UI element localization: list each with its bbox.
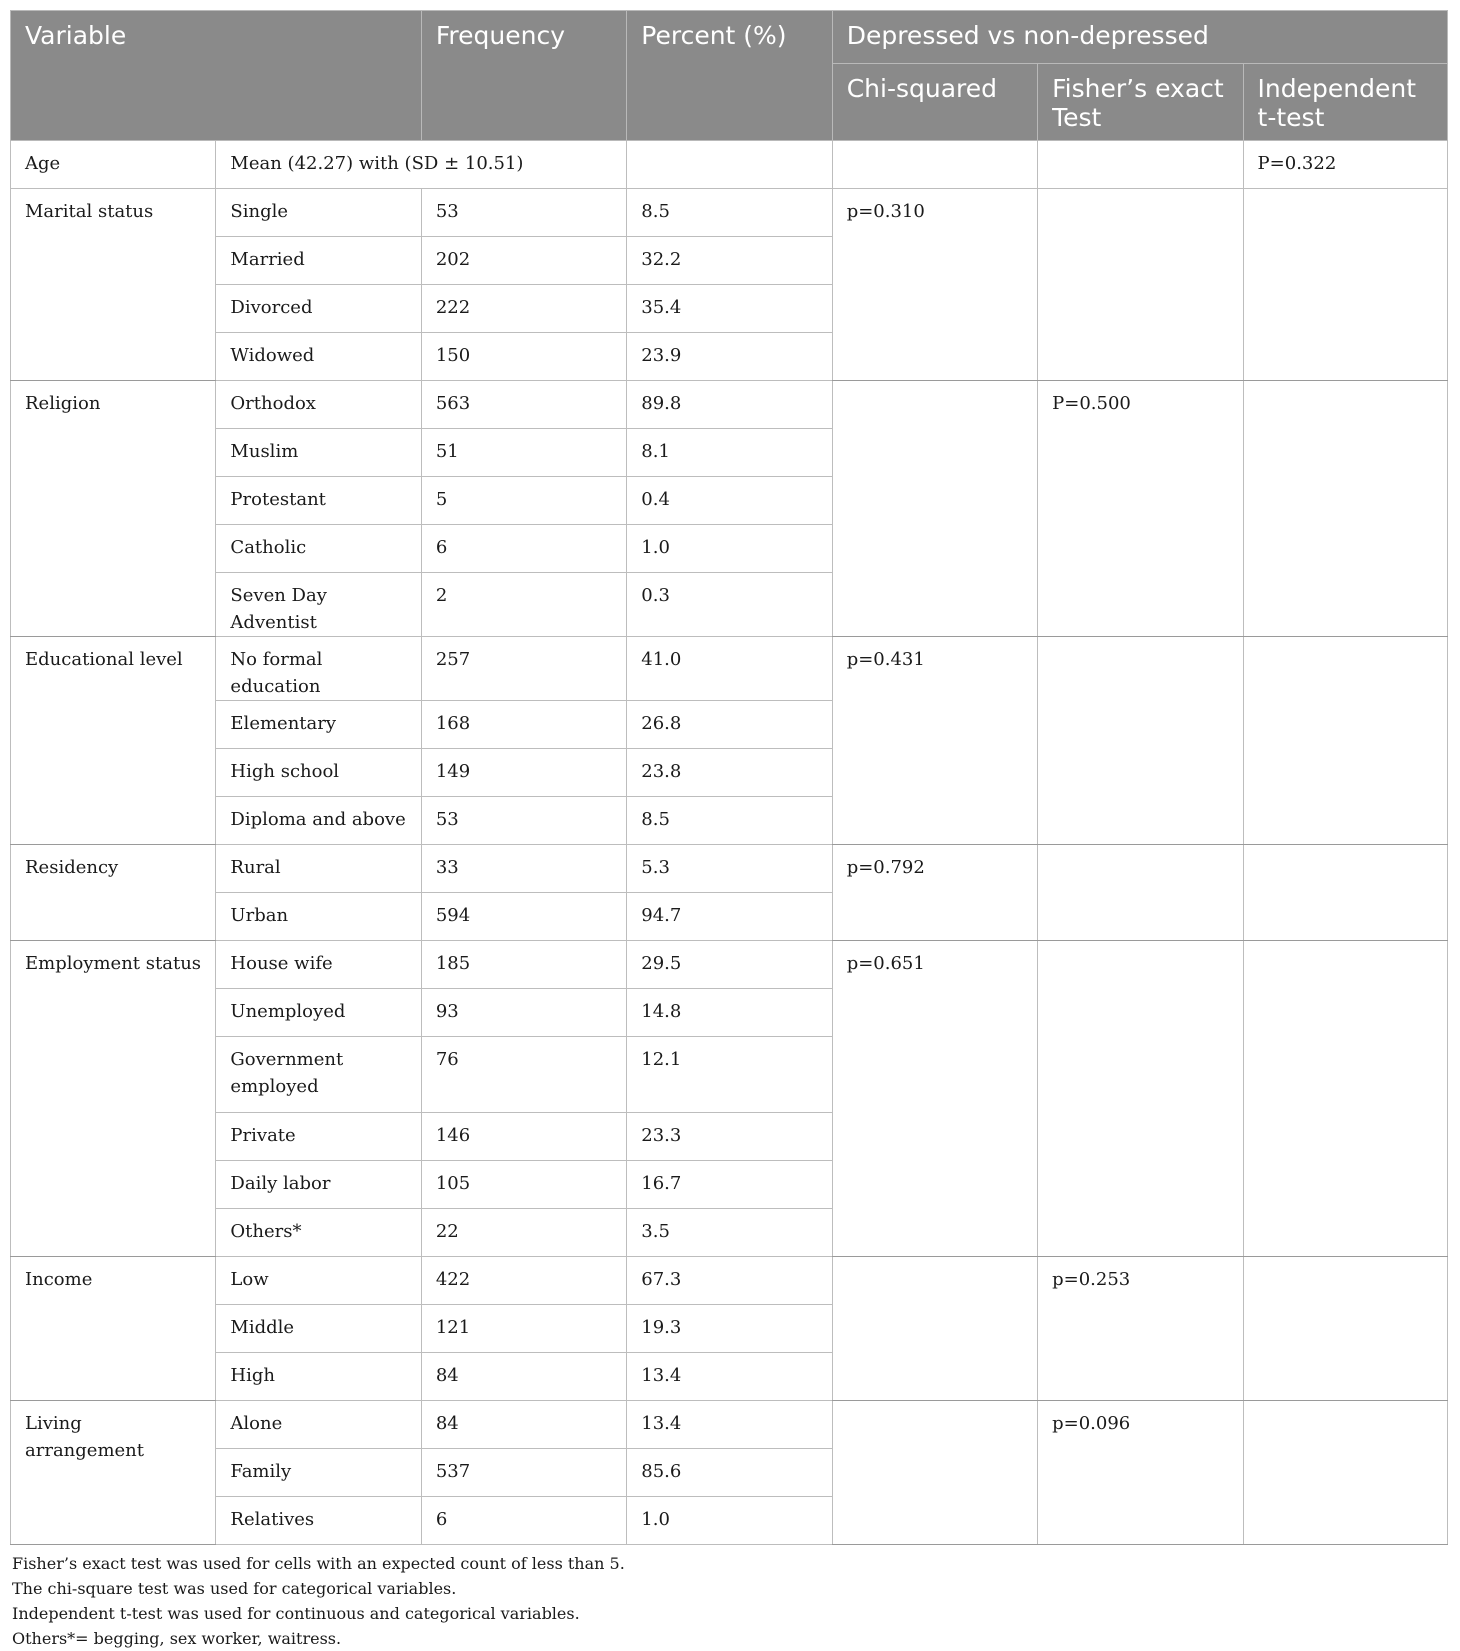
category-cell: Low <box>216 1257 421 1305</box>
category-cell: Middle <box>216 1305 421 1353</box>
frequency-cell: 168 <box>421 701 626 749</box>
category-cell: Catholic <box>216 525 421 573</box>
ttest-cell <box>1243 1257 1447 1401</box>
category-cell: Relatives <box>216 1497 421 1545</box>
frequency-cell: 185 <box>421 941 626 989</box>
percent-cell: 89.8 <box>627 381 832 429</box>
percent-cell: 29.5 <box>627 941 832 989</box>
chi-cell: p=0.651 <box>832 941 1037 1257</box>
percent-cell: 14.8 <box>627 989 832 1037</box>
header-frequency: Frequency <box>421 11 626 141</box>
table-container <box>10 10 1448 1651</box>
frequency-cell: 257 <box>421 637 626 701</box>
table-header <box>11 11 1448 141</box>
percent-cell: 0.3 <box>627 573 832 637</box>
frequency-cell: 84 <box>421 1353 626 1401</box>
header-percent: Percent (%) <box>627 11 832 141</box>
variable-label: Age <box>11 141 216 189</box>
fisher-cell: P=0.500 <box>1038 381 1243 637</box>
frequency-cell: 149 <box>421 749 626 797</box>
table-row <box>11 1257 1448 1305</box>
percent-cell: 32.2 <box>627 237 832 285</box>
percent-cell: 19.3 <box>627 1305 832 1353</box>
category-cell: High <box>216 1353 421 1401</box>
note-line: Others*= begging, sex worker, waitress. <box>12 1629 342 1648</box>
ttest-cell <box>1243 845 1447 941</box>
category-cell: Unemployed <box>216 989 421 1037</box>
frequency-cell: 537 <box>421 1449 626 1497</box>
note-line: Independent t-test was used for continuous and categorical variables. <box>12 1604 580 1623</box>
category-cell: Family <box>216 1449 421 1497</box>
percent-cell: 94.7 <box>627 893 832 941</box>
chi-cell: p=0.431 <box>832 637 1037 845</box>
percent-cell: 23.3 <box>627 1113 832 1161</box>
percent-cell: 8.5 <box>627 189 832 237</box>
ttest-cell <box>1243 189 1447 381</box>
table-row <box>11 941 1448 989</box>
frequency-cell: 222 <box>421 285 626 333</box>
fisher-cell <box>1038 189 1243 381</box>
header-fisher: Fisher’s exact Test <box>1038 64 1243 141</box>
frequency-cell: 594 <box>421 893 626 941</box>
ttest-cell: P=0.322 <box>1243 141 1447 189</box>
percent-cell: 67.3 <box>627 1257 832 1305</box>
variable-label: Residency <box>11 845 216 941</box>
category-cell: Rural <box>216 845 421 893</box>
fisher-cell <box>1038 637 1243 845</box>
table-body <box>11 141 1448 1545</box>
chi-cell: p=0.792 <box>832 845 1037 941</box>
fisher-cell <box>1038 941 1243 1257</box>
table-notes <box>10 1551 1448 1651</box>
table-row <box>11 141 1448 189</box>
chi-cell <box>832 381 1037 637</box>
percent-cell: 16.7 <box>627 1161 832 1209</box>
age-value: Mean (42.27) with (SD ± 10.51) <box>216 141 627 189</box>
category-cell: House wife <box>216 941 421 989</box>
variable-label: Living arrangement <box>11 1401 216 1545</box>
category-cell: No formal education <box>216 637 421 701</box>
category-cell: Diploma and above <box>216 797 421 845</box>
category-cell: Private <box>216 1113 421 1161</box>
percent-cell: 8.5 <box>627 797 832 845</box>
category-cell: Urban <box>216 893 421 941</box>
frequency-cell: 146 <box>421 1113 626 1161</box>
frequency-cell: 422 <box>421 1257 626 1305</box>
percent-cell: 23.8 <box>627 749 832 797</box>
chi-cell <box>832 141 1037 189</box>
note-line: The chi-square test was used for categorical variables. <box>12 1579 457 1598</box>
category-cell: Elementary <box>216 701 421 749</box>
frequency-cell: 22 <box>421 1209 626 1257</box>
category-cell: Others* <box>216 1209 421 1257</box>
category-cell: Married <box>216 237 421 285</box>
percent-cell: 1.0 <box>627 1497 832 1545</box>
chi-cell <box>832 1257 1037 1401</box>
frequency-cell: 76 <box>421 1037 626 1113</box>
table-row <box>11 845 1448 893</box>
frequency-cell: 105 <box>421 1161 626 1209</box>
percent-cell: 3.5 <box>627 1209 832 1257</box>
fisher-cell: p=0.096 <box>1038 1401 1243 1545</box>
header-group: Depressed vs non-depressed <box>832 11 1447 64</box>
percent-cell: 1.0 <box>627 525 832 573</box>
variable-label: Religion <box>11 381 216 637</box>
frequency-cell: 84 <box>421 1401 626 1449</box>
percent-cell: 8.1 <box>627 429 832 477</box>
table-row <box>11 1401 1448 1449</box>
category-cell: Divorced <box>216 285 421 333</box>
percent-cell: 13.4 <box>627 1401 832 1449</box>
fisher-cell: p=0.253 <box>1038 1257 1243 1401</box>
percent-cell <box>627 141 832 189</box>
percent-cell: 0.4 <box>627 477 832 525</box>
table-row <box>11 189 1448 237</box>
percent-cell: 41.0 <box>627 637 832 701</box>
frequency-cell: 121 <box>421 1305 626 1353</box>
ttest-cell <box>1243 637 1447 845</box>
frequency-cell: 53 <box>421 189 626 237</box>
category-cell: Orthodox <box>216 381 421 429</box>
fisher-cell <box>1038 845 1243 941</box>
category-cell: High school <box>216 749 421 797</box>
frequency-cell: 53 <box>421 797 626 845</box>
frequency-cell: 563 <box>421 381 626 429</box>
percent-cell: 23.9 <box>627 333 832 381</box>
category-cell: Widowed <box>216 333 421 381</box>
frequency-cell: 2 <box>421 573 626 637</box>
note-line: Fisher’s exact test was used for cells with an expected count of less than 5. <box>12 1554 625 1573</box>
variable-label: Educational level <box>11 637 216 845</box>
variable-label: Marital status <box>11 189 216 381</box>
category-cell: Muslim <box>216 429 421 477</box>
variable-label: Employment status <box>11 941 216 1257</box>
frequency-cell: 150 <box>421 333 626 381</box>
category-cell: Government employed <box>216 1037 421 1113</box>
frequency-cell: 51 <box>421 429 626 477</box>
frequency-cell: 5 <box>421 477 626 525</box>
ttest-cell <box>1243 1401 1447 1545</box>
percent-cell: 12.1 <box>627 1037 832 1113</box>
header-ttest: Independent t-test <box>1243 64 1447 141</box>
table-row <box>11 637 1448 701</box>
demographics-table <box>10 10 1448 1545</box>
chi-cell <box>832 1401 1037 1545</box>
frequency-cell: 6 <box>421 1497 626 1545</box>
percent-cell: 13.4 <box>627 1353 832 1401</box>
percent-cell: 35.4 <box>627 285 832 333</box>
table-row <box>11 381 1448 429</box>
frequency-cell: 93 <box>421 989 626 1037</box>
chi-cell: p=0.310 <box>832 189 1037 381</box>
category-cell: Single <box>216 189 421 237</box>
frequency-cell: 202 <box>421 237 626 285</box>
ttest-cell <box>1243 941 1447 1257</box>
category-cell: Alone <box>216 1401 421 1449</box>
percent-cell: 26.8 <box>627 701 832 749</box>
frequency-cell: 6 <box>421 525 626 573</box>
percent-cell: 85.6 <box>627 1449 832 1497</box>
category-cell: Protestant <box>216 477 421 525</box>
variable-label: Income <box>11 1257 216 1401</box>
header-variable: Variable <box>11 11 422 141</box>
category-cell: Seven Day Adventist <box>216 573 421 637</box>
header-chi-squared: Chi-squared <box>832 64 1037 141</box>
percent-cell: 5.3 <box>627 845 832 893</box>
fisher-cell <box>1038 141 1243 189</box>
frequency-cell: 33 <box>421 845 626 893</box>
ttest-cell <box>1243 381 1447 637</box>
category-cell: Daily labor <box>216 1161 421 1209</box>
